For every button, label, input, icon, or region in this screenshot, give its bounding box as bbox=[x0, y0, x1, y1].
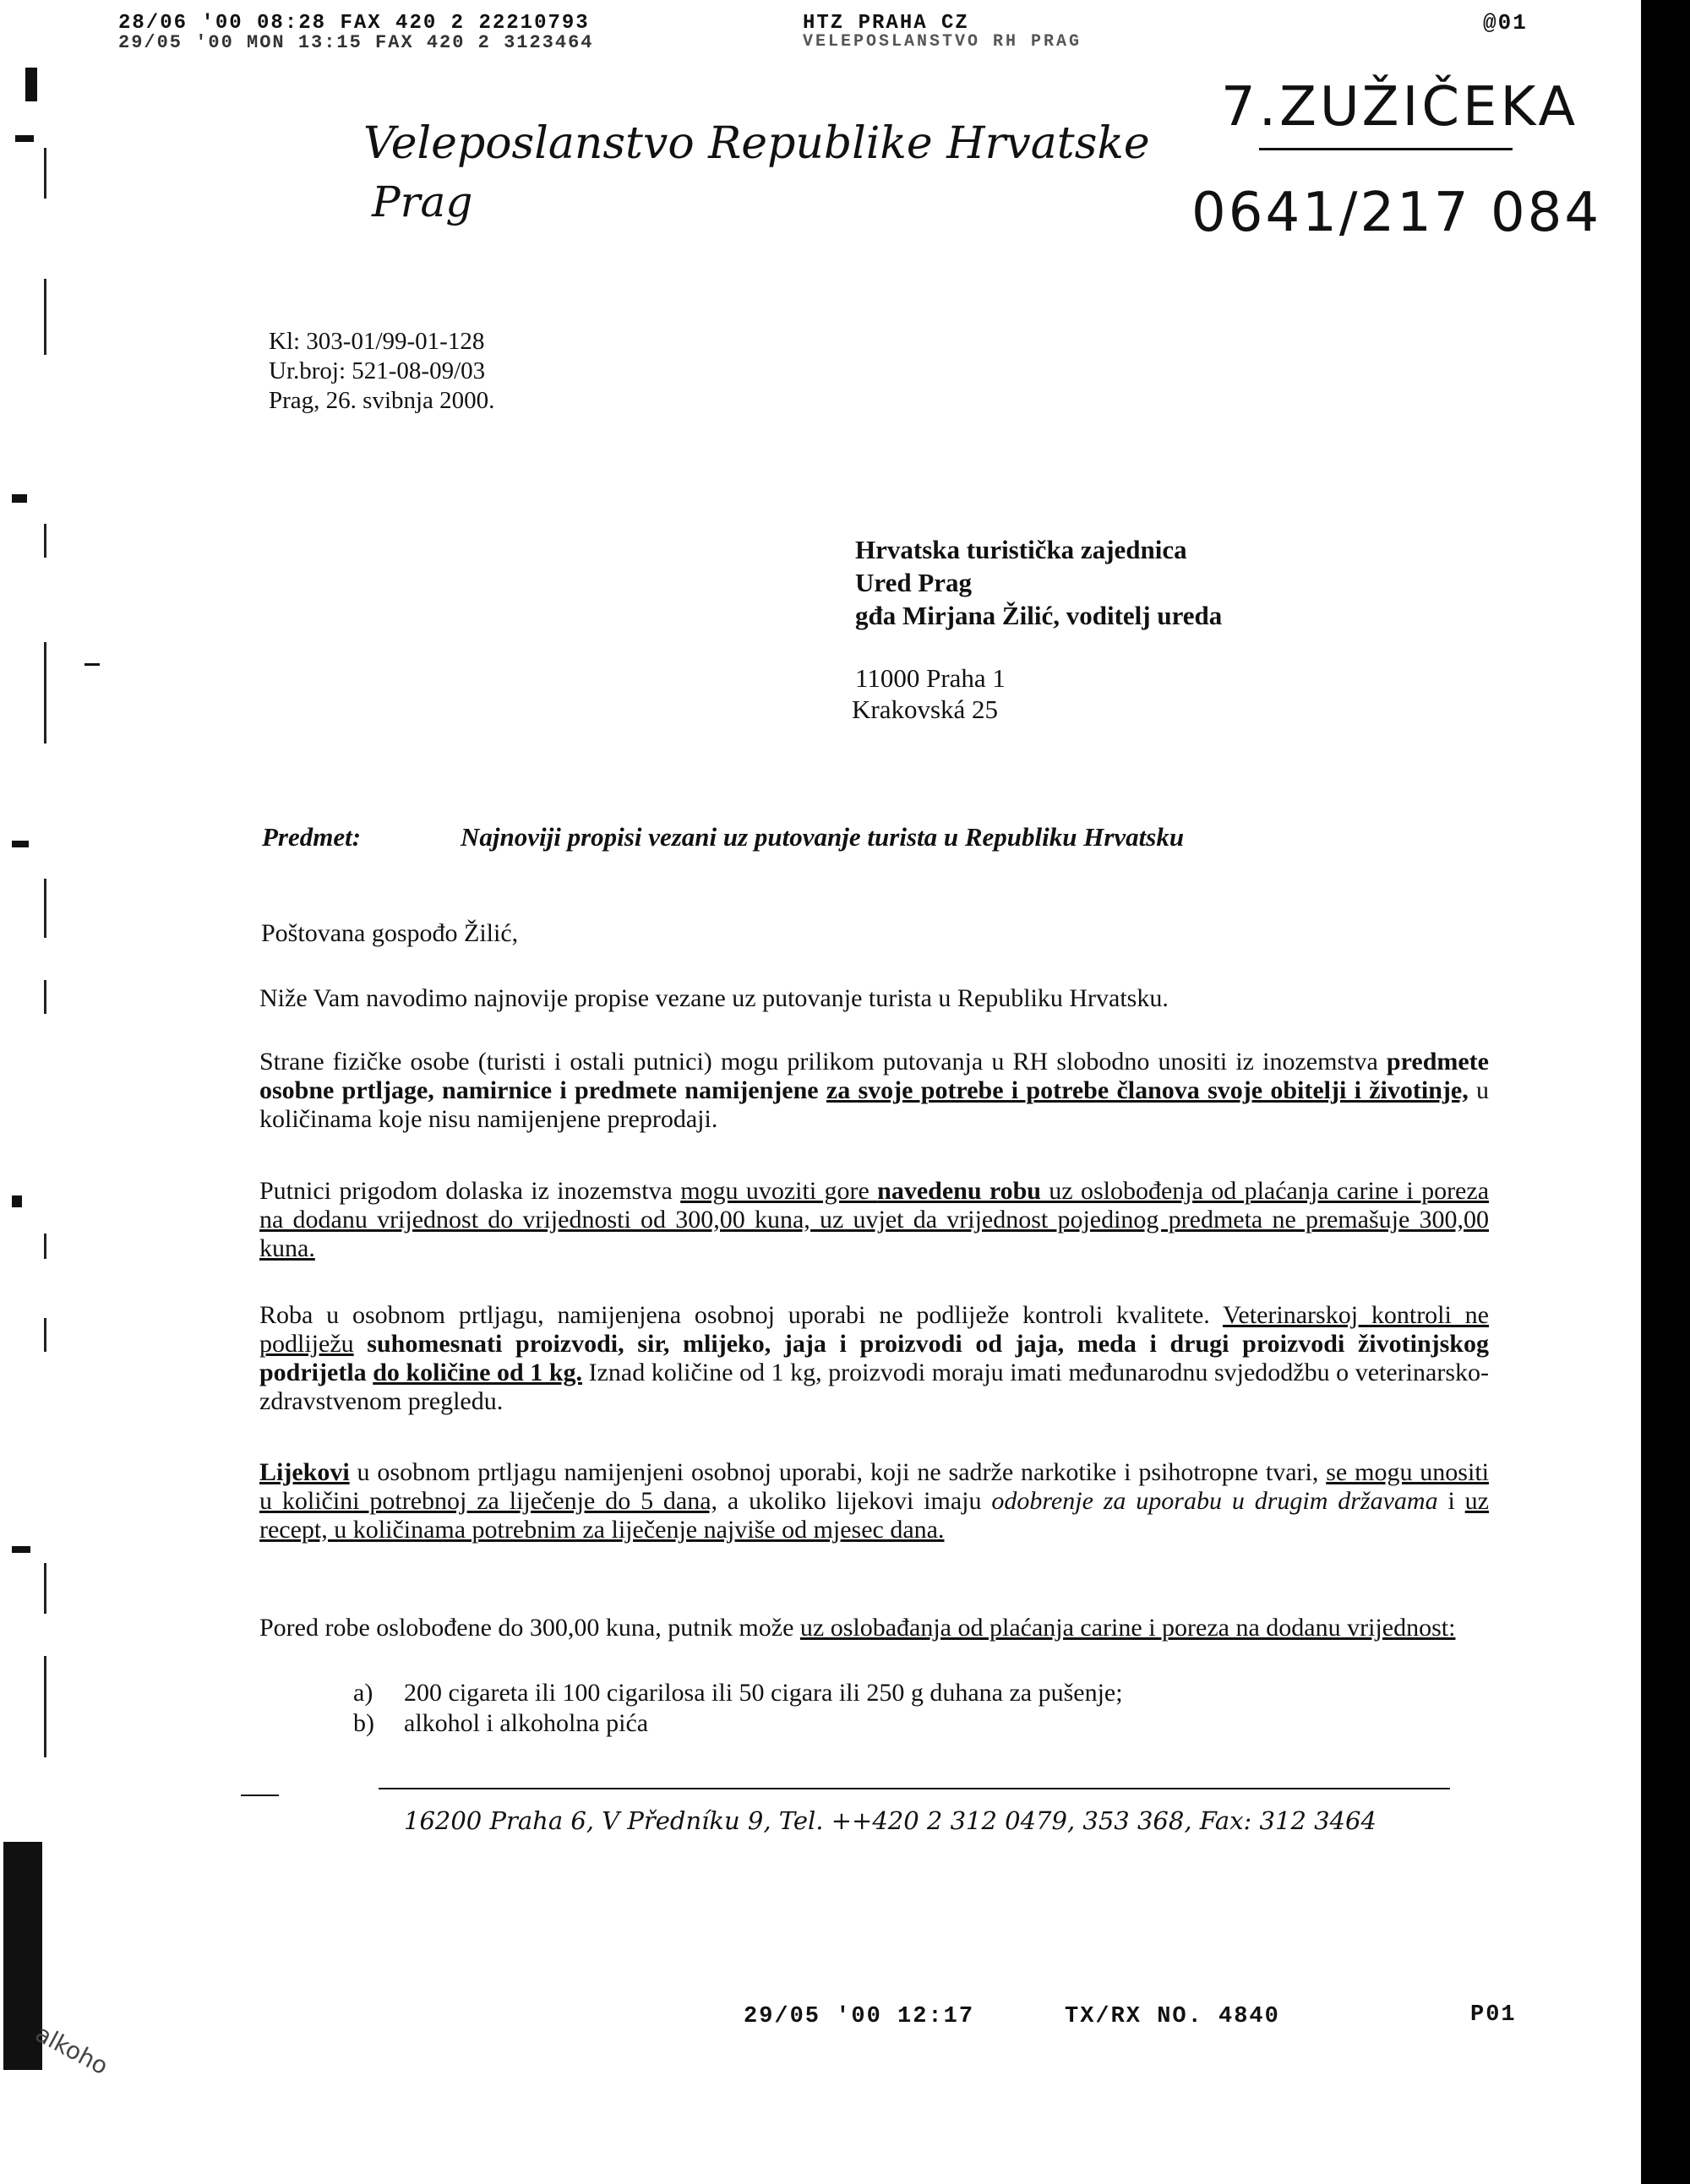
fax-header-line2-center: VELEPOSLANSTVO RH PRAG bbox=[803, 32, 1082, 52]
p5-text-a: Lijekovi bbox=[259, 1458, 350, 1486]
p3-text-b: mogu uvoziti gore bbox=[680, 1177, 878, 1205]
footer-address: 16200 Praha 6, V Předníku 9, Tel. ++420 2 312 0479, 353 368, Fax: 312 3464 bbox=[404, 1806, 1377, 1835]
p2-text-b: predmete osobne prtljage, namirnice i predmete namijenjene bbox=[259, 1048, 1489, 1104]
reference-klasa: Kl: 303-01/99-01-128 bbox=[269, 328, 485, 355]
recipient-postal: 11000 Praha 1 bbox=[855, 663, 1006, 693]
p2-text-c: za svoje potrebe i potrebe članova svoje obitelji i životinje, bbox=[826, 1076, 1469, 1104]
fax-footer-txrx-number: TX/RX NO. 4840 bbox=[1065, 2004, 1280, 2029]
fax-footer-datetime: 29/05 '00 12:17 bbox=[744, 2004, 975, 2029]
p5-text-b: u osobnom prtljagu namijenjeni osobnoj uporabi, koji ne sadrže narkotike i psihotropne tvari, bbox=[349, 1458, 1327, 1486]
p4-text-e: Iznad količine od 1 kg, proizvodi moraju imati međunarodnu svjedodžbu o veterinarsko-zdravstvenom pregledu. bbox=[259, 1359, 1489, 1415]
fax-header-page-number: @01 bbox=[1483, 10, 1528, 35]
recipient-organization: Hrvatska turistička zajednica bbox=[855, 535, 1187, 564]
paragraph-additional-allowance bbox=[259, 1614, 1489, 1642]
recipient-person: gđa Mirjana Žilić, voditelj ureda bbox=[855, 601, 1223, 630]
salutation: Poštovana gospođo Žilić, bbox=[261, 919, 519, 947]
p5-text-d: a ukoliko lijekovi imaju bbox=[717, 1487, 992, 1515]
p5-text-c: se mogu unositi u količini potrebnoj za liječenje do 5 dana, bbox=[259, 1458, 1489, 1515]
paragraph-personal-items bbox=[259, 1048, 1489, 1134]
list-item-text-b: alkohol i alkoholna pića bbox=[404, 1709, 649, 1737]
footer-divider bbox=[379, 1788, 1450, 1789]
p6-text-a: Pored robe oslobođene do 300,00 kuna, putnik može bbox=[259, 1614, 800, 1642]
recipient-street: Krakovská 25 bbox=[852, 694, 999, 724]
handwritten-underline bbox=[1259, 148, 1513, 150]
fax-header-line1-left: 28/06 '00 08:28 FAX 420 2 22210793 bbox=[118, 12, 590, 35]
recipient-office: Ured Prag bbox=[855, 568, 973, 597]
letterhead-city: Prag bbox=[372, 177, 473, 226]
p2-text-a: Strane fizičke osobe (turisti i ostali putnici) mogu prilikom putovanja u RH slobodno unositi iz inozemstva bbox=[259, 1048, 1387, 1076]
paragraph-veterinary-control bbox=[259, 1301, 1489, 1416]
paragraph-medicines bbox=[259, 1458, 1489, 1544]
paragraph-intro-text: Niže Vam navodimo najnovije propise vezane uz putovanje turista u Republiku Hrvatsku. bbox=[259, 984, 1169, 1012]
p3-text-a: Putnici prigodom dolaska iz inozemstva bbox=[259, 1177, 681, 1205]
p5-text-f: i bbox=[1437, 1487, 1465, 1515]
fax-header-line2-left: 29/05 '00 MON 13:15 FAX 420 2 3123464 bbox=[118, 32, 594, 53]
p3-text-d: uz oslobođenja od plaćanja carine i poreza na dodanu vrijednost do vrijednosti od 300,00 kuna, uz uvjet da vrijednost pojedinog predmeta ne premašuje 300,00 kuna. bbox=[259, 1177, 1490, 1262]
p5-text-g: uz recept, u količinama potrebnim za liječenje najviše od mjesec dana. bbox=[259, 1487, 1489, 1544]
handwritten-note-name: 7.ZUŽIČEKA bbox=[1221, 76, 1579, 139]
p2-text-d: u količinama koje nisu namijenjene preprodaji. bbox=[259, 1076, 1490, 1133]
p5-text-e: odobrenje za uporabu u drugim državama bbox=[991, 1487, 1438, 1515]
p4-text-a: Roba u osobnom prtljagu, namijenjena osobnoj uporabi ne podliježe kontroli kvalitete. bbox=[259, 1301, 1224, 1329]
subject-text: Najnoviji propisi vezani uz putovanje turista u Republiku Hrvatsku bbox=[461, 822, 1185, 852]
fax-header-line1-center: HTZ PRAHA CZ bbox=[803, 12, 969, 35]
paragraph-duty-free-limit bbox=[259, 1177, 1489, 1263]
list-item-marker-b: b) bbox=[353, 1709, 374, 1737]
subject-label: Predmet: bbox=[262, 822, 362, 852]
reference-date: Prag, 26. svibnja 2000. bbox=[269, 387, 495, 414]
p4-text-c: suhomesnati proizvodi, sir, mlijeko, jaja i proizvodi od jaja, meda i drugi proizvodi životinjskog podrijetla bbox=[259, 1330, 1489, 1386]
reference-urbroj: Ur.broj: 521-08-09/03 bbox=[269, 357, 486, 384]
handwritten-note-phone: 0641/217 084 bbox=[1191, 182, 1602, 244]
margin-note: alkoho bbox=[30, 2019, 113, 2081]
p4-text-b: Veterinarskoj kontroli ne podliježu bbox=[259, 1301, 1490, 1358]
paragraph-intro bbox=[259, 984, 1489, 1013]
footer-divider-short bbox=[241, 1795, 279, 1796]
fax-footer-page: P01 bbox=[1470, 2002, 1517, 2028]
p6-text-b: uz oslobađanja od plaćanja carine i poreza na dodanu vrijednost: bbox=[799, 1614, 1456, 1642]
list-item-text-a: 200 cigareta ili 100 cigarilosa ili 50 cigara ili 250 g duhana za pušenje; bbox=[404, 1679, 1123, 1707]
p4-text-d: do količine od 1 kg. bbox=[373, 1359, 583, 1386]
letterhead-embassy-name: Veleposlanstvo Republike Hrvatske bbox=[363, 118, 1150, 169]
p3-text-c: navedenu robu bbox=[877, 1177, 1041, 1205]
scan-edge bbox=[1641, 0, 1690, 2184]
scan-margin-artifacts bbox=[0, 0, 68, 2184]
list-item-marker-a: a) bbox=[353, 1679, 373, 1707]
